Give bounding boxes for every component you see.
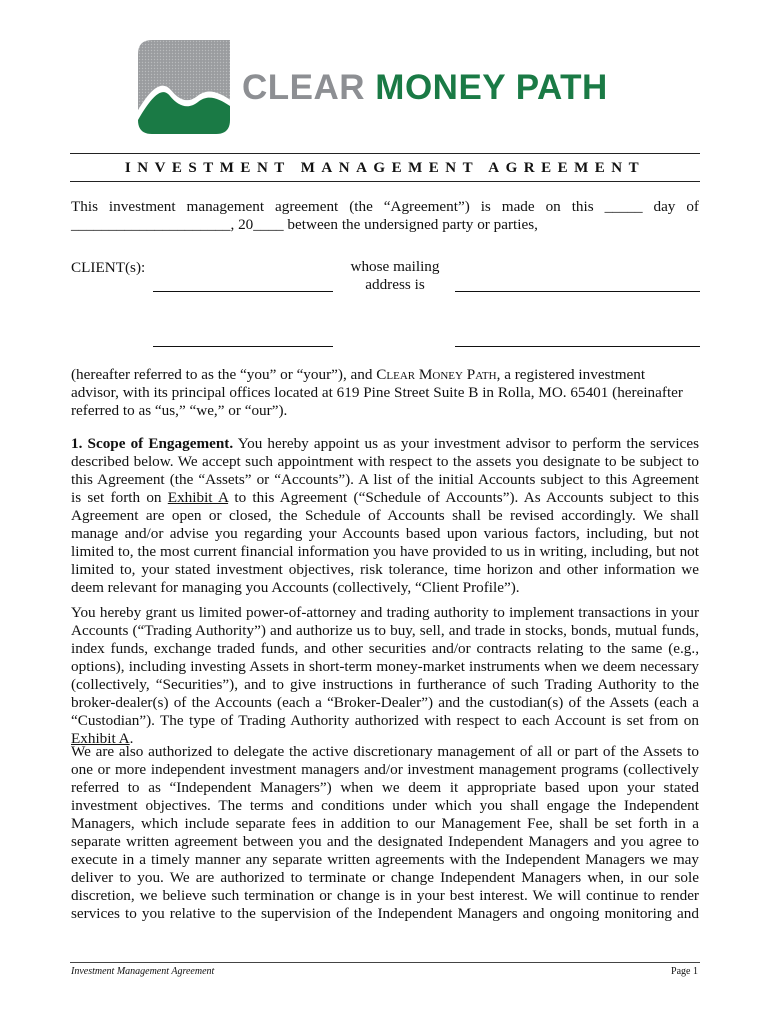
footer-rule <box>70 962 700 963</box>
delegate-line: services to you relative to the supervision of the Independent Managers and ongoing monitoring and <box>71 905 699 922</box>
delegate-line: investment objectives. The terms and conditions under which you shall engage the Independent <box>71 797 699 814</box>
poa-paragraph <box>71 604 699 748</box>
scope-text: You hereby appoint us as your investment advisor to perform the services <box>233 435 699 452</box>
chart-path-logo-icon <box>138 40 230 134</box>
scope-line: Agreement are open or closed, the Schedule of Accounts shall be revised accordingly. We shall <box>71 507 699 524</box>
poa-line: broker-dealer(s) of the Accounts (each a “Broker-Dealer”) and the custodian(s) of the Assets (each a <box>71 694 699 711</box>
scope-line: described below. We accept such appointment with respect to the assets you designate to be subject to <box>71 453 699 470</box>
scope-line: limited to, the most current financial information you have provided to us in writing, including, but not <box>71 543 699 560</box>
intro-paragraph <box>71 198 699 234</box>
delegate-line: deliver to you. We are authorized to terminate or change Independent Managers when, in our sole <box>71 869 699 886</box>
poa-line: Accounts (“Trading Authority”) and authorize us to buy, sell, and trade in stocks, bonds, mutual funds, <box>71 622 699 639</box>
scope-line: limited to, your stated investment objectives, risk tolerance, time horizon and other information we <box>71 561 699 578</box>
page-title: INVESTMENT MANAGEMENT AGREEMENT <box>124 160 646 176</box>
scope-heading: 1. Scope of Engagement. <box>71 435 234 452</box>
hereafter-text: (hereafter referred to as the “you” or “your”), and <box>71 366 377 383</box>
hereafter-line: advisor, with its principal offices located at 619 Pine Street Suite B in Rolla, MO. 65401 (hereinafter <box>71 384 683 401</box>
scope-line <box>71 435 699 453</box>
intro-line: _____________________, 20____ between the undersigned party or parties, <box>71 216 538 233</box>
delegate-line: We are also authorized to delegate the active discretionary management of all or part of the Assets to <box>71 743 699 760</box>
poa-line: options), including investing Assets in short-term money-market instruments when we deem necessary <box>71 658 699 675</box>
scope-line: manage and/or advise you regarding your Accounts based upon various factors, including, but not <box>71 525 699 542</box>
delegate-line: referred to as “Independent Managers”) when we deem it appropriate based upon your stated <box>71 779 699 796</box>
delegate-line: Managers, which include separate fees in addition to our Management Fee, shall be set forth in a <box>71 815 699 832</box>
delegate-line: discretion, we believe such termination or change is in your best interest. We will continue to render <box>71 887 699 904</box>
client-label: CLIENT(s): <box>71 259 146 276</box>
scope-line: deem relevant for managing you Accounts (collectively, “Client Profile”). <box>71 579 520 596</box>
footer-document-title: Investment Management Agreement <box>71 966 215 977</box>
address-line-2[interactable] <box>455 346 700 347</box>
poa-text: . <box>129 730 134 747</box>
client-name-line-1[interactable] <box>153 291 333 292</box>
hereafter-text: , a registered investment <box>496 366 646 383</box>
poa-line: (collectively, “Securities”), and to give instructions in furtherance of such Trading Authority to the <box>71 676 699 693</box>
poa-line: “Custodian”). The type of Trading Authority authorized with respect to each Account is set from on <box>71 712 699 729</box>
title-top-rule <box>70 153 700 154</box>
address-label-2: address is <box>365 276 425 293</box>
exhibit-a-link[interactable]: Exhibit A <box>167 489 229 506</box>
company-logo <box>138 40 638 136</box>
hereafter-line: referred to as “us,” “we,” or “our”). <box>71 402 288 419</box>
scope-line <box>71 489 699 507</box>
delegate-paragraph <box>71 743 699 923</box>
scope-line: this Agreement (the “Assets” or “Accounts”). A list of the initial Accounts subject to this Agreement <box>71 471 699 488</box>
exhibit-a-link[interactable]: Exhibit A <box>71 730 130 747</box>
address-line-1[interactable] <box>455 291 700 292</box>
logo-wordmark <box>242 68 608 108</box>
address-label-1: whose mailing <box>350 258 440 275</box>
client-name-line-2[interactable] <box>153 346 333 347</box>
poa-line: You hereby grant us limited power-of-attorney and trading authority to implement transactions in your <box>71 604 699 621</box>
scope-text: to this Agreement (“Schedule of Accounts”). As Accounts subject to this <box>228 489 699 506</box>
scope-paragraph <box>71 435 699 597</box>
delegate-line: separate written agreement between you and the designated Independent Managers and you agree to <box>71 833 699 850</box>
title-bottom-rule <box>70 181 700 182</box>
hereafter-line <box>71 366 699 384</box>
scope-text: is set forth on <box>71 489 168 506</box>
poa-line: index funds, exchange traded funds, and other securities and/or contracts relating to the same (e.g., <box>71 640 699 657</box>
firm-name: Clear Money Path <box>376 366 497 383</box>
delegate-line: execute in a timely manner any separate written agreements with the Independent Managers we may <box>71 851 699 868</box>
footer-page-number: Page 1 <box>671 966 698 977</box>
intro-line: This investment management agreement (the “Agreement”) is made on this _____ day of <box>71 198 699 215</box>
hereafter-paragraph <box>71 366 699 420</box>
delegate-line: one or more independent investment managers and/or investment management programs (collectively <box>71 761 699 778</box>
logo-word-clear: CLEAR <box>242 68 366 107</box>
logo-word-money-path: MONEY PATH <box>375 68 608 107</box>
